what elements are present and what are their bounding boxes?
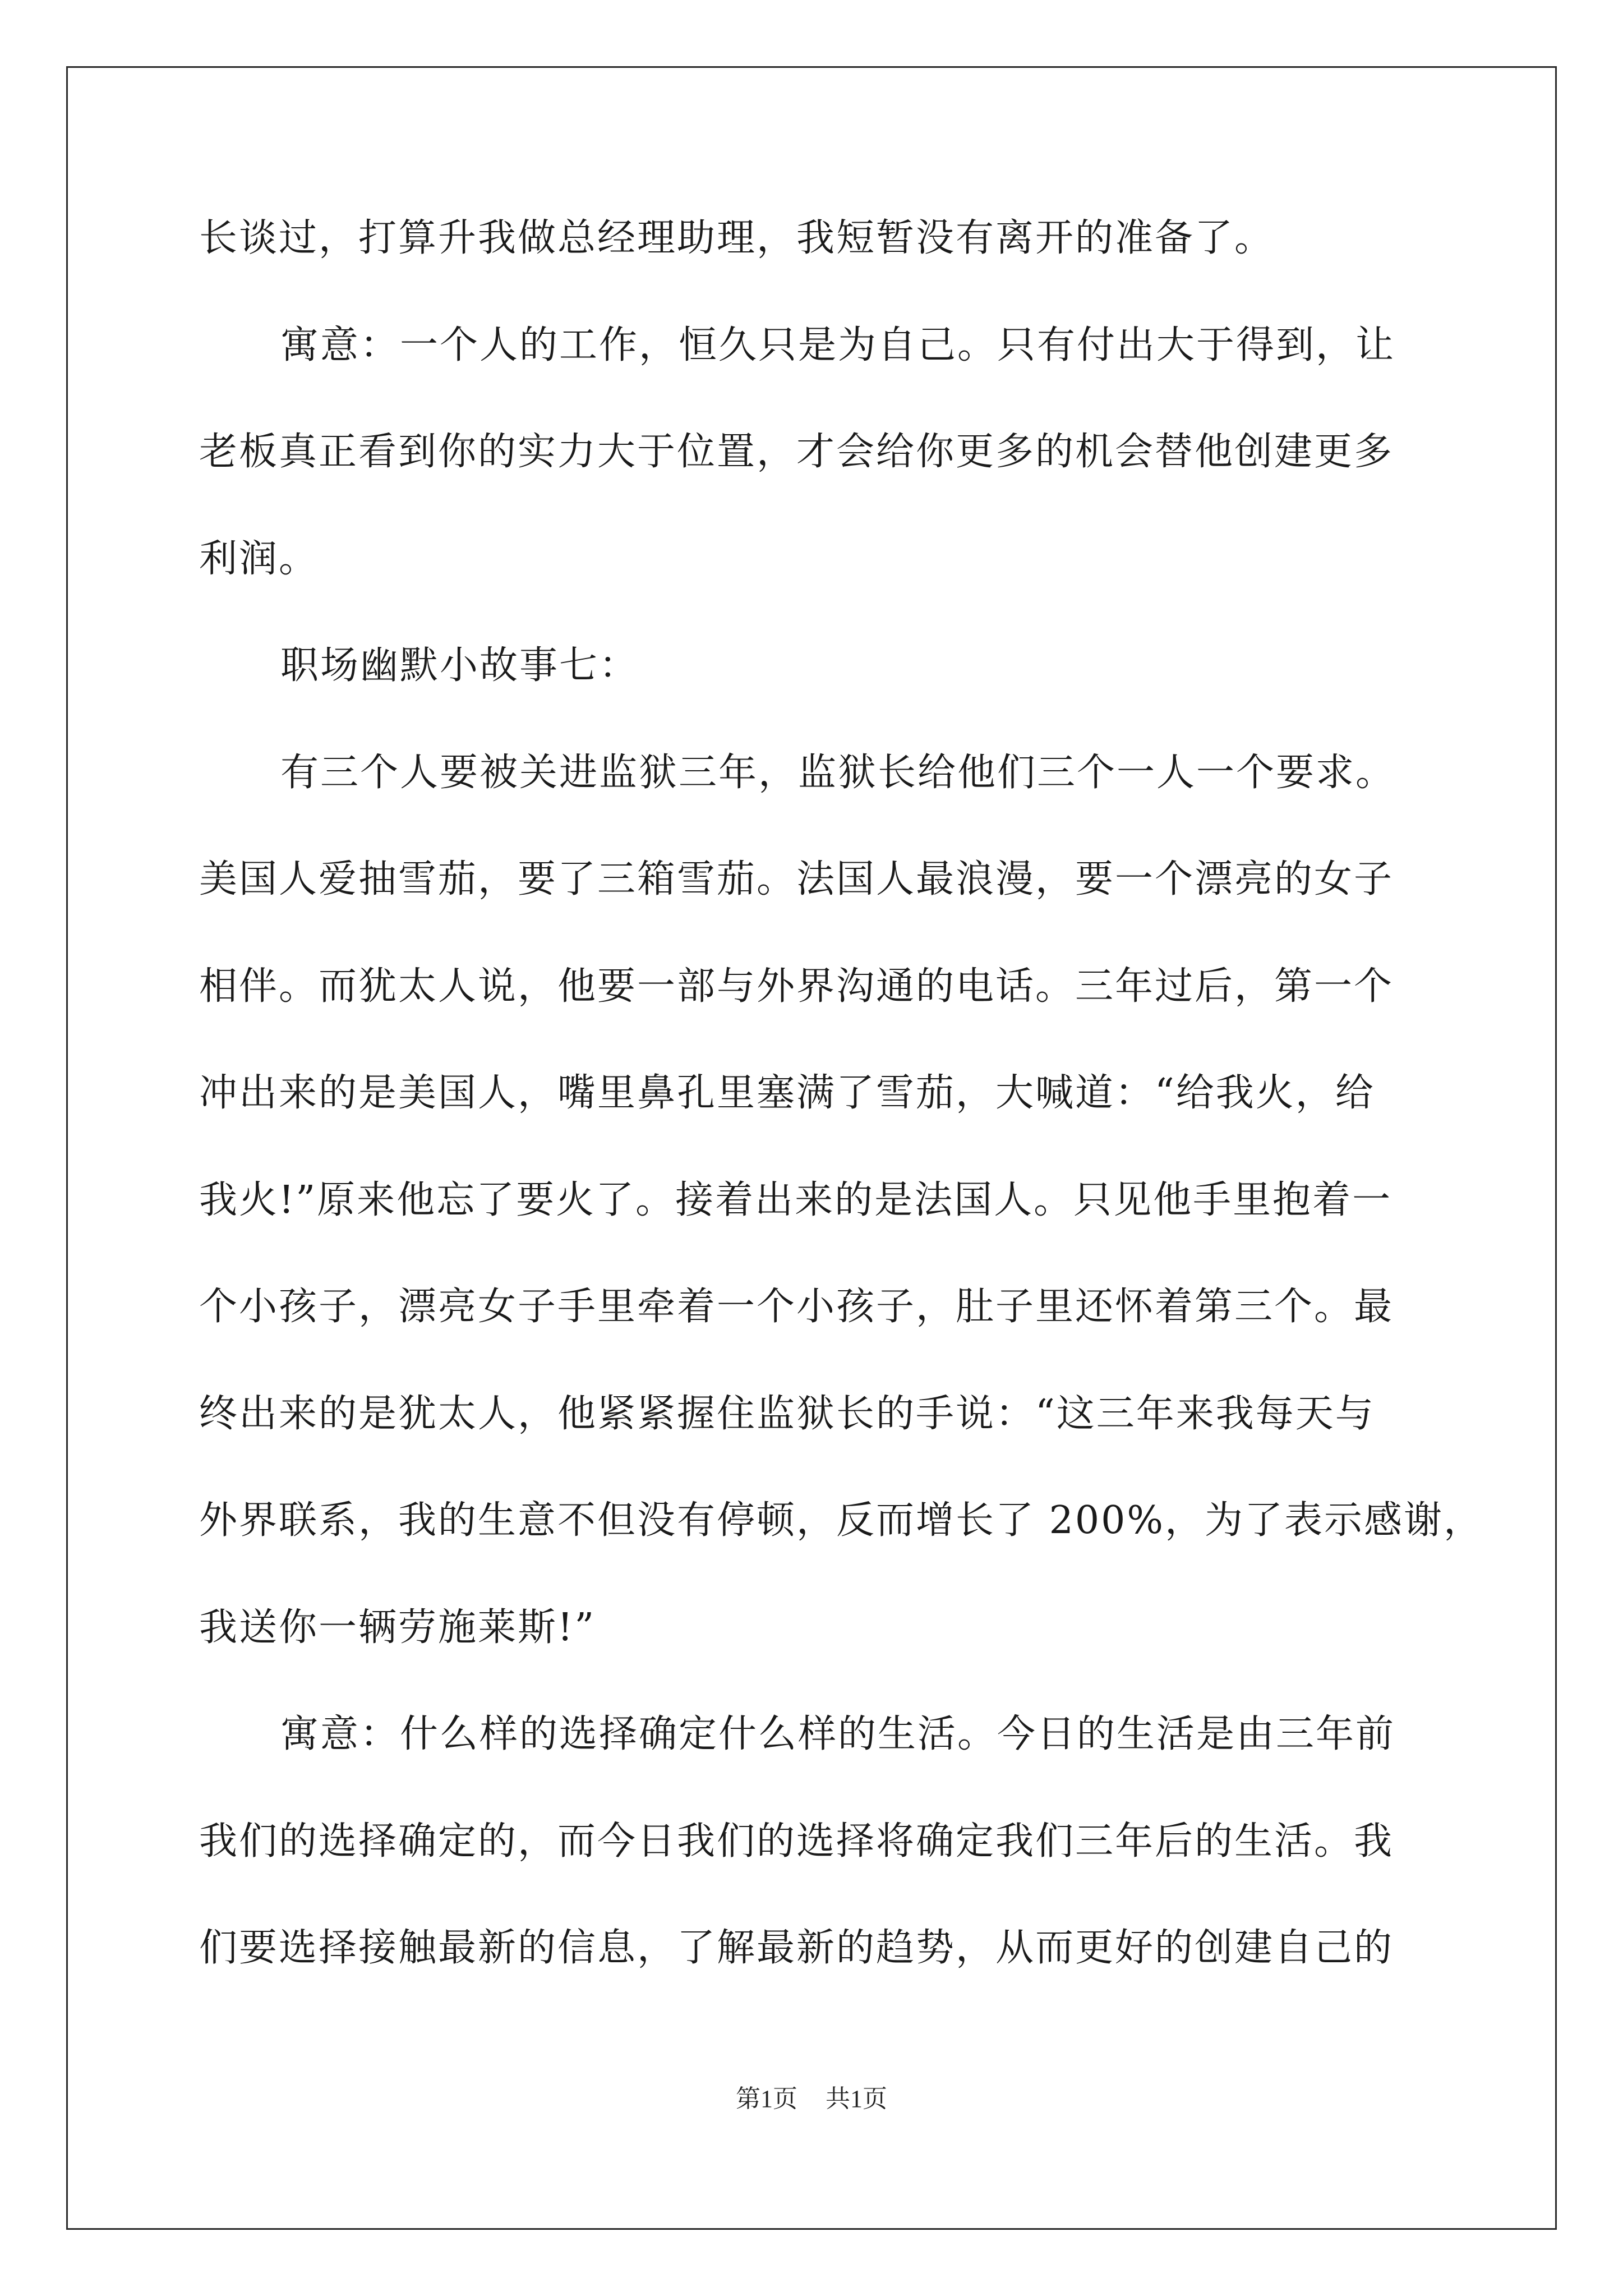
- text-line: 外界联系，我的生意不但没有停顿，反而增长了 200%，为了表示感谢，: [199, 1498, 1484, 1543]
- text-line: 我火!”原来他忘了要火了。接着出来的是法国人。只见他手里抱着一: [199, 1177, 1393, 1222]
- text-line: 寓意：什么样的选择确定什么样的生活。今日的生活是由三年前: [280, 1712, 1396, 1756]
- text-line: 美国人爱抽雪茄，要了三箱雪茄。法国人最浪漫，要一个漂亮的女子: [199, 857, 1394, 901]
- text-line: 寓意：一个人的工作，恒久只是为自己。只有付出大于得到，让: [280, 323, 1396, 367]
- text-line: 利润。: [199, 536, 319, 581]
- page-footer: [0, 2082, 1623, 2116]
- text-line: 我送你一辆劳施莱斯!”: [199, 1605, 596, 1650]
- text-line: 个小孩子，漂亮女子手里牵着一个小孩子，肚子里还怀着第三个。最: [199, 1285, 1394, 1329]
- section-heading: 职场幽默小故事七：: [280, 643, 639, 688]
- text-line: 有三个人要被关进监狱三年，监狱长给他们三个一人一个要求。: [280, 750, 1396, 795]
- text-line: 老板真正看到你的实力大于位置，才会给你更多的机会替他创建更多: [199, 430, 1394, 474]
- text-line: 我们的选择确定的，而今日我们的选择将确定我们三年后的生活。我: [199, 1819, 1394, 1864]
- document-body: [199, 205, 1484, 2022]
- text-line: 长谈过，打算升我做总经理助理，我短暂没有离开的准备了。: [199, 216, 1275, 260]
- text-line: 相伴。而犹太人说，他要一部与外界沟通的电话。三年过后，第一个: [199, 964, 1394, 1009]
- page-total: 共1页: [826, 2085, 887, 2113]
- page-number: 第1页: [736, 2085, 797, 2113]
- text-line: 冲出来的是美国人，嘴里鼻孔里塞满了雪茄，大喊道：“给我火，给: [199, 1071, 1375, 1115]
- text-line: 终出来的是犹太人，他紧紧握住监狱长的手说：“这三年来我每天与: [199, 1391, 1375, 1436]
- text-line: 们要选择接触最新的信息，了解最新的趋势，从而更好的创建自己的: [199, 1926, 1394, 1970]
